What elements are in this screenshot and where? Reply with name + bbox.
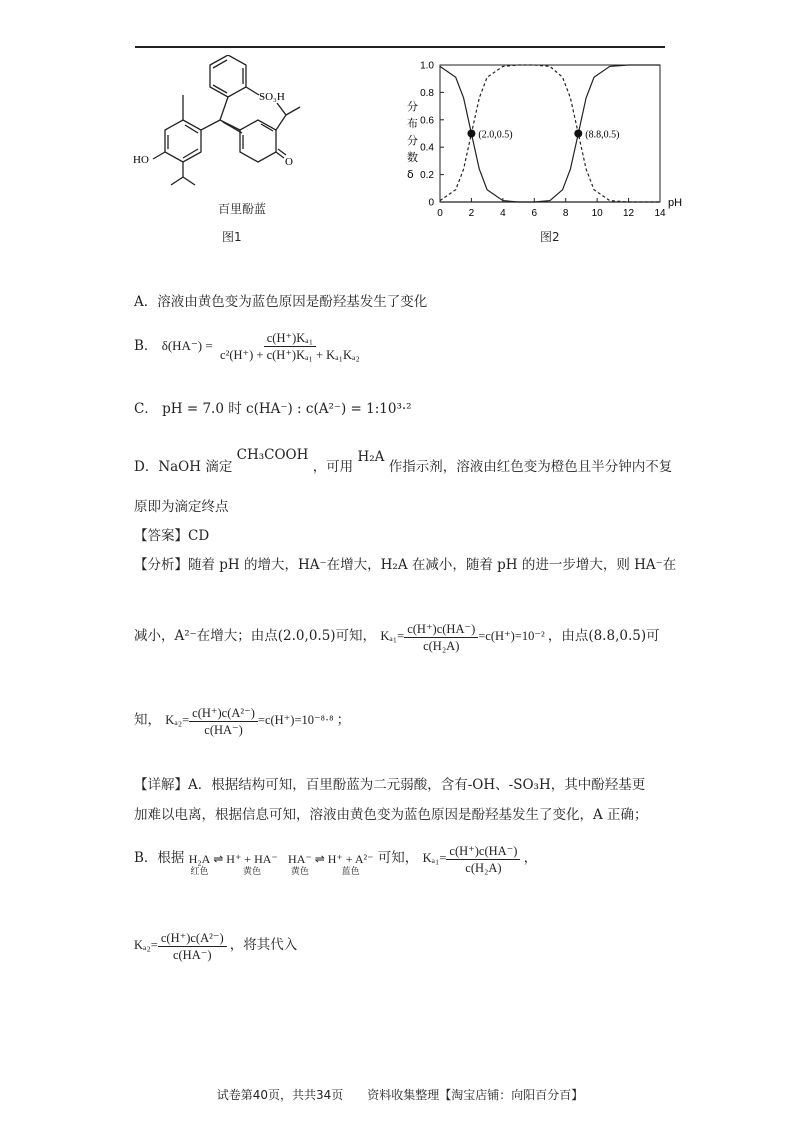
data-point-label-2: (8.8,0.5) <box>585 129 620 141</box>
option-d-h2a: H₂A <box>357 449 385 465</box>
eq2-rhs-color: 蓝色 <box>341 865 360 876</box>
eq1-arrow: ⇌ <box>213 851 224 866</box>
x-tick-label: 8 <box>562 208 569 219</box>
detail-line2: 加难以电离，根据信息可知，溶液由黄色变为蓝色原因是酚羟基发生了变化，A 正确； <box>134 807 648 823</box>
option-d-rest: 作指示剂，溶液由红色变为橙色且半分钟内不复 <box>388 459 673 475</box>
detail-line1: 【详解】A．根据结构可知，百里酚蓝为二元弱酸，含有-OH、-SO₃H，其中酚羟基更 <box>134 777 646 793</box>
detail-ka2-num: c(H⁺)c(A²⁻) <box>158 930 227 947</box>
x-tick-label: 0 <box>437 208 443 219</box>
option-b-denominator: c²(H⁺) + c(H⁺)Kₐ₁ + Kₐ₁Kₐ₂ <box>220 348 360 362</box>
data-point-1 <box>467 130 475 138</box>
eq1-lhs-color: 红色 <box>190 865 209 876</box>
figure2-caption: 图2 <box>540 230 560 244</box>
analysis-line3-text: 知， <box>134 712 161 728</box>
detail-b-label: B．根据 <box>134 850 185 866</box>
detail-ka2-lhs: Kₐ₂= <box>134 938 158 952</box>
option-b-numerator: c(H⁺)Kₐ₁ <box>264 330 316 347</box>
option-d <box>134 447 673 476</box>
y-tick-label: 0 <box>428 197 434 209</box>
detail-ka2-den: c(HA⁻) <box>172 947 212 962</box>
option-d-ch3cooh: CH₃COOH <box>236 447 309 463</box>
analysis-line2-tail: ，由点(8.8,0.5)可 <box>547 628 660 644</box>
analysis-line2-text: 减小，A²⁻在增大；由点(2.0,0.5)可知， <box>134 628 377 644</box>
analysis-line3-tail: ； <box>336 712 351 728</box>
option-d-line2: 原即为滴定终点 <box>134 499 229 515</box>
y-tick-label: 0.6 <box>420 115 434 127</box>
detail-keyizhi: 可知， <box>377 850 419 866</box>
analysis-ka2-num: c(H⁺)c(A²⁻) <box>189 705 258 722</box>
figure1-so3h-label: SO₃H <box>259 91 285 103</box>
y-tick-label: 0.4 <box>420 142 434 154</box>
page-footer: 试卷第40页，共共34页 资料收集整理【淘宝店铺：向阳百分百】 <box>216 1088 584 1102</box>
option-b-label: B． <box>134 338 158 354</box>
option-a: A．溶液由黄色变为蓝色原因是酚羟基发生了变化 <box>134 294 428 310</box>
eq1-rhs-color: 黄色 <box>243 865 262 876</box>
y-tick-label: 1.0 <box>420 60 434 72</box>
data-point-2 <box>574 130 582 138</box>
option-c <box>134 400 412 418</box>
analysis-ka2-den: c(HA⁻) <box>204 722 243 737</box>
analysis-ka1-rhs: =c(H⁺)=10⁻² <box>478 629 545 643</box>
eq1-lhs: H₂A <box>188 851 211 866</box>
analysis-ka2-rhs: =c(H⁺)=10⁻⁸·⁸ <box>257 713 334 727</box>
option-b <box>134 330 363 363</box>
analysis-ka1-lhs: Kₐ₁= <box>380 629 405 643</box>
figure2-chart <box>395 55 705 225</box>
option-c-label: C． <box>134 401 158 417</box>
detail-ka1-lhs: Kₐ₁= <box>422 851 447 865</box>
x-tick-label: 10 <box>591 208 603 219</box>
y-axis-label-char: 分 <box>407 100 418 113</box>
detail-ka1 <box>422 843 524 875</box>
option-b-fraction <box>217 330 363 363</box>
option-d-label: D．NaOH 滴定 <box>134 459 233 475</box>
analysis-ka1-den: c(H₂A) <box>423 638 460 653</box>
option-c-shi: 时 <box>228 401 242 417</box>
analysis-ka2 <box>165 705 336 737</box>
detail-ka1-num: c(H⁺)c(HA⁻) <box>446 843 520 860</box>
analysis-ka2-lhs: Kₐ₂= <box>165 713 190 727</box>
x-axis-label: pH <box>668 197 683 209</box>
analysis-line2 <box>134 616 660 656</box>
y-tick-label: 0.8 <box>420 87 434 99</box>
eq2-lhs-color: 黄色 <box>290 865 309 876</box>
option-d-keyi: ，可用 <box>312 459 354 475</box>
detail-line3 <box>134 838 537 879</box>
figure1-ho-label: HO <box>133 154 149 166</box>
detail-comma: ， <box>523 850 538 866</box>
option-b-lhs: δ(HA⁻) = <box>161 338 213 353</box>
equilibrium-2 <box>288 839 373 879</box>
analysis-line3 <box>134 700 350 740</box>
detail-line4 <box>134 925 297 965</box>
y-axis-label-char: δ <box>407 168 414 181</box>
answer: 【答案】CD <box>134 528 210 544</box>
detail-ka2 <box>134 930 230 962</box>
analysis-ka1 <box>380 621 547 653</box>
x-tick-label: 6 <box>531 208 538 219</box>
option-c-ratio: c(HA⁻) : c(A²⁻) = 1:10³·² <box>246 401 412 417</box>
figure1-o-label: O <box>285 156 293 168</box>
equilibrium-1 <box>189 839 278 879</box>
figure1-name: 百里酚蓝 <box>218 202 267 216</box>
x-tick-label: 4 <box>500 208 506 219</box>
header-rule <box>135 46 665 48</box>
figure1-caption: 图1 <box>222 230 242 244</box>
eq1-rhs: H⁺ + HA⁻ <box>226 851 278 866</box>
x-tick-label: 12 <box>623 208 635 219</box>
analysis-line1: 【分析】随着 pH 的增大，HA⁻在增大，H₂A 在减小，随着 pH 的进一步增大，则 HA⁻在 <box>134 557 677 573</box>
option-c-ph: pH = 7.0 <box>162 401 224 417</box>
detail-ka1-den: c(H₂A) <box>465 860 502 875</box>
y-axis-label-char: 布 <box>407 117 418 130</box>
figure1-structure <box>125 55 325 205</box>
y-tick-label: 0.2 <box>420 170 434 182</box>
analysis-ka1-num: c(H⁺)c(HA⁻) <box>404 621 478 638</box>
data-point-label-1: (2.0,0.5) <box>478 129 513 141</box>
y-axis-label-char: 数 <box>407 151 418 164</box>
y-axis-label-char: 分 <box>407 134 418 147</box>
x-tick-label: 14 <box>654 208 666 219</box>
eq2-rhs: H⁺ + A²⁻ <box>327 851 374 866</box>
detail-tail: ，将其代入 <box>229 937 298 953</box>
eq2-lhs: HA⁻ <box>288 851 312 866</box>
eq2-arrow: ⇌ <box>314 851 325 866</box>
x-tick-label: 2 <box>468 208 475 219</box>
